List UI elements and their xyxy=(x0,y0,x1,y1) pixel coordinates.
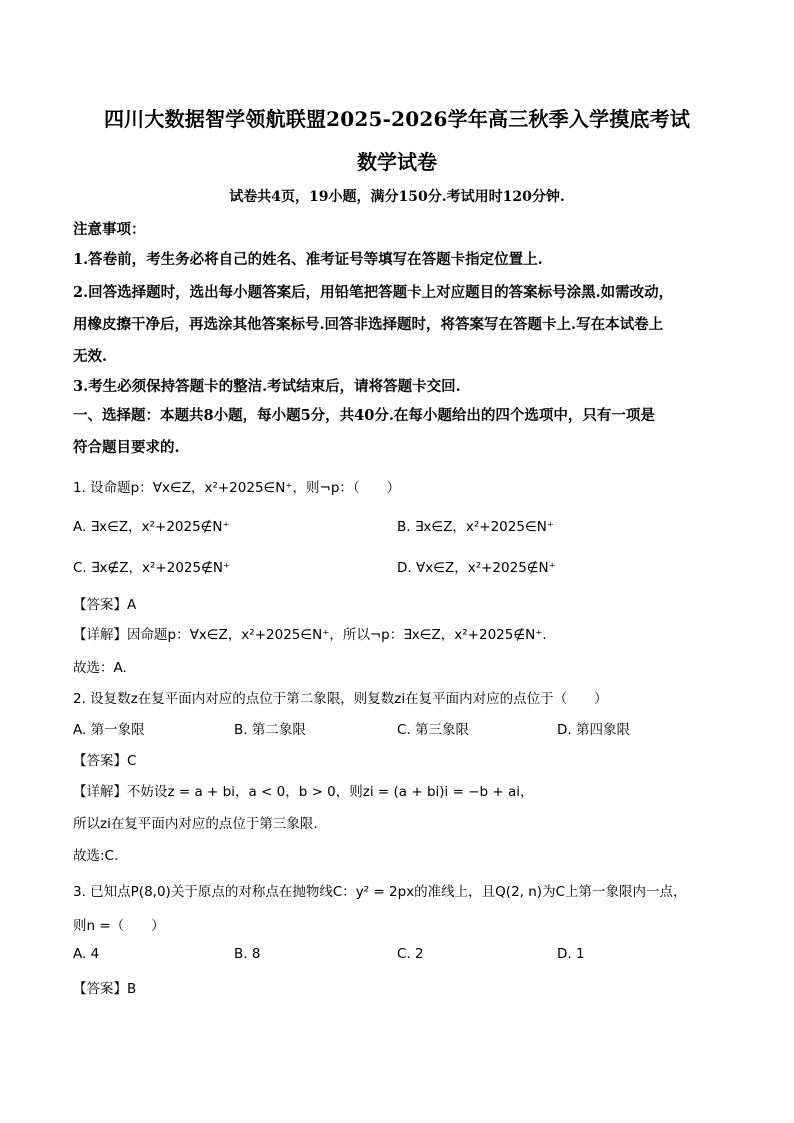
exam-subject: 数学试卷 xyxy=(357,150,437,174)
q1-choose: 故选：A. xyxy=(73,660,127,676)
notes-heading: 注意事项： xyxy=(73,221,146,238)
q1-stem: 1. 设命题p：∀x∈Z，x²+2025∈N⁺，则¬p：（ ） xyxy=(73,480,401,496)
note-2-line-1: 2.回答选择题时，选出每小题答案后，用铅笔把答题卡上对应题目的答案标号涂黑.如需改动， xyxy=(73,284,674,301)
q1-option-a: A. ∃x∈Z，x²+2025∉N⁺ xyxy=(73,519,230,535)
q2-detail: 【详解】不妨设z = a + bi，a < 0，b > 0，则zi = (a + bi)i = −b + ai， xyxy=(73,784,534,800)
q1-detail: 【详解】因命题p：∀x∈Z，x²+2025∈N⁺，所以¬p：∃x∈Z，x²+2025∉N⁺. xyxy=(73,627,547,643)
exam-title: 四川大数据智学领航联盟2025-2026学年高三秋季入学摸底考试 xyxy=(103,107,691,131)
q1-option-b: B. ∃x∈Z，x²+2025∈N⁺ xyxy=(397,519,554,535)
q3-answer: 【答案】B xyxy=(73,981,137,997)
q2-answer: 【答案】C xyxy=(73,753,137,769)
q2-option-b: B. 第二象限 xyxy=(234,722,306,738)
q2-option-a: A. 第一象限 xyxy=(73,722,145,738)
q2-stem: 2. 设复数z在复平面内对应的点位于第二象限，则复数zi在复平面内对应的点位于（ ） xyxy=(73,691,608,707)
q1-option-c: C. ∃x∉Z，x²+2025∉N⁺ xyxy=(73,560,231,576)
q2-detail-2: 所以zi在复平面内对应的点位于第三象限. xyxy=(73,816,318,832)
note-3: 3.考生必须保持答题卡的整洁.考试结束后，请将答题卡交回. xyxy=(73,378,461,395)
q2-option-c: C. 第三象限 xyxy=(397,722,470,738)
q3-option-b: B. 8 xyxy=(234,946,261,962)
q3-stem-2: 则n =（ ） xyxy=(73,918,165,934)
exam-info: 试卷共4页，19小题，满分150分.考试用时120分钟. xyxy=(229,189,565,205)
q3-stem: 3. 已知点P(8,0)关于原点的对称点在抛物线C：y² = 2px的准线上，且Q(2, n)为C上第一象限内一点， xyxy=(73,884,687,900)
q3-option-a: A. 4 xyxy=(73,946,100,962)
section-heading-line-1: 一、选择题：本题共8小题，每小题5分，共40分.在每小题给出的四个选项中，只有一项是 xyxy=(73,407,655,424)
q3-option-d: D. 1 xyxy=(557,946,585,962)
q1-answer: 【答案】A xyxy=(73,597,137,613)
note-2-line-2: 用橡皮擦干净后，再选涂其他答案标号.回答非选择题时，将答案写在答题卡上.写在本试卷上 xyxy=(73,316,664,333)
note-2-line-3: 无效. xyxy=(73,348,108,365)
note-1: 1.答卷前，考生务必将自己的姓名、准考证号等填写在答题卡指定位置上. xyxy=(73,251,543,268)
section-heading-line-2: 符合题目要求的. xyxy=(73,439,180,456)
q2-option-d: D. 第四象限 xyxy=(557,722,630,738)
q1-option-d: D. ∀x∈Z，x²+2025∉N⁺ xyxy=(397,560,556,576)
q2-choose: 故选:C. xyxy=(73,848,119,864)
q3-option-c: C. 2 xyxy=(397,946,424,962)
